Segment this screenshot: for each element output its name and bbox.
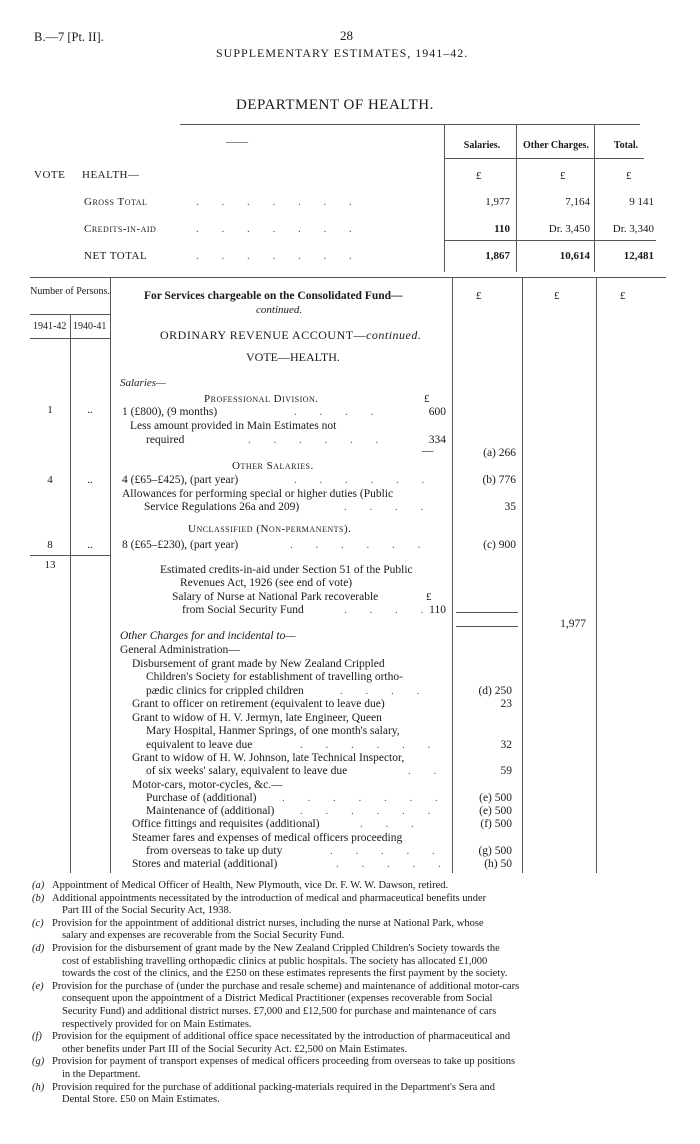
vote-heading: VOTE—HEALTH. — [246, 350, 340, 364]
line-amount: 35 — [504, 501, 516, 513]
oc-amount: (d) 250 — [478, 685, 512, 697]
col-other-charges-header: Other Charges. — [523, 140, 589, 151]
footnote-mark: (b) — [32, 892, 45, 904]
summary-cell: 10,614 — [559, 250, 590, 262]
oc-item: Motor-cars, motor-cycles, &c.— — [132, 779, 283, 791]
footnote-mark: (d) — [32, 942, 45, 954]
vote-label: VOTE — [34, 169, 66, 181]
footnote-line: Part III of the Social Security Act, 1938. — [62, 905, 232, 917]
salaries-total: 1,977 — [560, 618, 586, 630]
footnote-line: Provision required for the purchase of additional packing-materials required in the Department's Sera and — [52, 1081, 496, 1093]
oc-item: equivalent to leave due — [146, 739, 253, 751]
oc-amount: (e) 500 — [479, 805, 512, 817]
summary-cell: 110 — [494, 223, 510, 235]
footnote-line: Provision for the disbursement of grant made by the New Zealand Crippled Children's Society towards the — [52, 942, 500, 954]
summary-cell: 12,481 — [623, 250, 654, 262]
oc-item: Grant to officer on retirement (equivalent to leave due) — [132, 698, 385, 710]
footnote-line: Provision for the equipment of additional office space necessitated by the introduction of pharmaceutical and — [52, 1031, 511, 1043]
footnote-line: Security Fund) and additional district nurses. £7,000 and £12,500 for purchase and maintenance of cars — [62, 1005, 497, 1017]
line-text: 8 (£65–£230), (part year) — [122, 539, 239, 551]
line-amount: (c) 900 — [483, 539, 516, 551]
oc-amount: 32 — [500, 739, 512, 751]
summary-cell: 1,867 — [485, 250, 510, 262]
footnote-line: Appointment of Medical Officer of Health, New Plymouth, vice Dr. F. W. W. Dawson, retired. — [52, 880, 449, 891]
footnote-line: Dental Store. £50 on Main Estimates. — [62, 1094, 220, 1106]
services-heading: For Services chargeable on the Consolidated Fund— — [144, 290, 403, 302]
summary-cell: Dr. 3,450 — [548, 223, 590, 235]
pound-sign: £ — [560, 170, 566, 182]
persons-count: 4 — [47, 474, 53, 486]
persons-count: .. — [87, 404, 93, 416]
line-text: Less amount provided in Main Estimates not — [130, 420, 337, 432]
line-amount: (a) 266 — [483, 447, 516, 459]
oc-item: Grant to widow of H. V. Jermyn, late Engineer, Queen — [132, 712, 382, 724]
persons-count: 8 — [47, 539, 53, 551]
col-salaries-header: Salaries. — [463, 140, 501, 151]
line-text: Estimated credits-in-aid under Section 51 of the Public — [160, 564, 413, 576]
general-administration-heading: General Administration— — [120, 644, 240, 656]
salaries-label: Salaries— — [120, 377, 166, 389]
oc-amount: (f) 500 — [480, 818, 512, 830]
oc-item: Grant to widow of H. W. Johnson, late Technical Inspector, — [132, 752, 405, 764]
footnote — [32, 943, 662, 981]
footnotes — [32, 880, 662, 1107]
professional-division-heading: Professional Division. — [204, 393, 319, 405]
footnote-mark: (h) — [32, 1081, 45, 1093]
page-subtitle: SUPPLEMENTARY ESTIMATES, 1941–42. — [216, 46, 469, 60]
oc-item: from overseas to take up duty — [146, 845, 283, 857]
oc-amount: 23 — [500, 698, 512, 710]
persons-count: 1 — [47, 404, 53, 416]
other-charges-heading: Other Charges for and incidental to— — [120, 630, 296, 642]
pound-sign: £ — [626, 170, 632, 182]
footnote-line: Additional appointments necessitated by the introduction of medical and pharmaceutical benefits under — [52, 892, 487, 904]
summary-cell: 7,164 — [565, 196, 590, 208]
footnote-line: towards the cost of the clinics, and the £250 on these estimates represents the first payment by the society. — [62, 968, 508, 980]
pound-sign: £ — [426, 591, 432, 603]
persons-col-1941: 1941-42 — [33, 321, 67, 332]
oc-item: Purchase of (additional) — [146, 792, 257, 804]
summary-dash: —— — [226, 136, 248, 148]
summary-cell: 9 141 — [629, 196, 654, 208]
page-reference: B.—7 [Pt. II]. — [34, 30, 104, 44]
line-amount: (b) 776 — [482, 474, 516, 486]
line-text: Service Regulations 26a and 209) — [144, 501, 300, 513]
account-heading: ORDINARY REVENUE ACCOUNT—continued. — [160, 328, 422, 342]
col-total-header: Total. — [613, 140, 639, 151]
oc-item: Children's Society for establishment of travelling ortho- — [146, 671, 403, 683]
footnote — [32, 880, 662, 893]
footnote-line: other benefits under Part III of the Social Security Act. £2,500 on Main Estimates. — [62, 1043, 408, 1055]
footnote — [32, 1082, 662, 1107]
pound-sign: £ — [476, 170, 482, 182]
line-amount: 334 — [428, 434, 446, 446]
footnote — [32, 1031, 662, 1056]
services-heading-continued: continued. — [256, 304, 303, 316]
line-text: 1 (£800), (9 months) — [122, 406, 218, 418]
line-text: required — [146, 434, 185, 446]
footnote-mark: (f) — [32, 1031, 42, 1043]
page-number: 28 — [340, 28, 353, 43]
pound-sign: £ — [476, 290, 482, 302]
oc-item: Steamer fares and expenses of medical officers proceeding — [132, 832, 403, 844]
footnote — [32, 1056, 662, 1081]
footnote — [32, 918, 662, 943]
footnote-line: Provision for payment of transport expenses of medical officers proceeding from overseas to take up positions — [52, 1056, 516, 1068]
summary-cell: 1,977 — [485, 196, 510, 208]
other-salaries-heading: Other Salaries. — [232, 460, 314, 472]
footnote-mark: (g) — [32, 1056, 45, 1068]
line-amount: 110 — [429, 604, 446, 616]
oc-item: of six weeks' salary, equivalent to leave due — [146, 765, 348, 777]
line-text: Allowances for performing special or higher duties (Public — [122, 488, 394, 500]
footnote — [32, 981, 662, 1031]
footnote-line: respectively provided for on Main Estimates. — [62, 1018, 252, 1030]
persons-col-1940: 1940-41 — [73, 321, 107, 332]
oc-amount: (e) 500 — [479, 792, 512, 804]
oc-item: Maintenance of (additional) — [146, 805, 275, 817]
footnote — [32, 893, 662, 918]
line-text: Salary of Nurse at National Park recoverable — [172, 591, 379, 603]
footnote-mark: (e) — [32, 980, 44, 992]
persons-header: Number of Persons. — [30, 286, 110, 297]
unclassified-heading: Unclassified (Non-permanents). — [188, 523, 352, 535]
pound-sign: £ — [620, 290, 626, 302]
department-title: DEPARTMENT OF HEALTH. — [236, 97, 434, 113]
line-text: 4 (£65–£425), (part year) — [122, 474, 239, 486]
footnote-mark: (c) — [32, 917, 44, 929]
footnote-mark: (a) — [32, 880, 45, 891]
pound-sign: £ — [554, 290, 560, 302]
summary-row-label: Gross Total — [84, 196, 148, 208]
pound-sign: £ — [424, 393, 430, 405]
line-amount: 600 — [428, 406, 446, 418]
oc-amount: (h) 50 — [484, 858, 512, 870]
oc-amount: 59 — [500, 765, 512, 777]
summary-row-label: Credits-in-aid — [84, 223, 157, 235]
oc-item: pædic clinics for crippled children — [146, 685, 304, 697]
oc-item: Office fittings and requisites (additional) — [132, 818, 320, 830]
oc-amount: (g) 500 — [478, 845, 512, 857]
summary-row-label: NET TOTAL — [84, 250, 148, 262]
footnote-line: consequent upon the appointment of a District Medical Practitioner (expenses recoverable from Social — [62, 993, 493, 1005]
line-text: Revenues Act, 1926 (see end of vote) — [180, 577, 353, 589]
summary-cell: Dr. 3,340 — [612, 223, 654, 235]
oc-item: Mary Hospital, Hanmer Springs, of one month's salary, — [146, 725, 400, 737]
footnote-line: cost of establishing travelling orthopædic clinics at public hospitals. The society has allocated £1,000 — [62, 955, 488, 967]
persons-total: 13 — [44, 559, 56, 571]
footnote-line: salary and expenses are recoverable from the Social Security Fund. — [62, 930, 345, 942]
footnote-line: in the Department. — [62, 1068, 141, 1080]
footnote-line: Provision for the appointment of additional district nurses, including the nurse at National Park, whose — [52, 917, 484, 929]
oc-item: Stores and material (additional) — [132, 858, 278, 870]
persons-count: .. — [87, 539, 93, 551]
line-text: from Social Security Fund — [182, 604, 304, 616]
vote-name: HEALTH— — [82, 169, 140, 181]
persons-count: .. — [87, 474, 93, 486]
footnote-line: Provision for the purchase of (under the purchase and resale scheme) and maintenance of additional motor-cars — [52, 980, 520, 992]
oc-item: Disbursement of grant made by New Zealand Crippled — [132, 658, 385, 670]
